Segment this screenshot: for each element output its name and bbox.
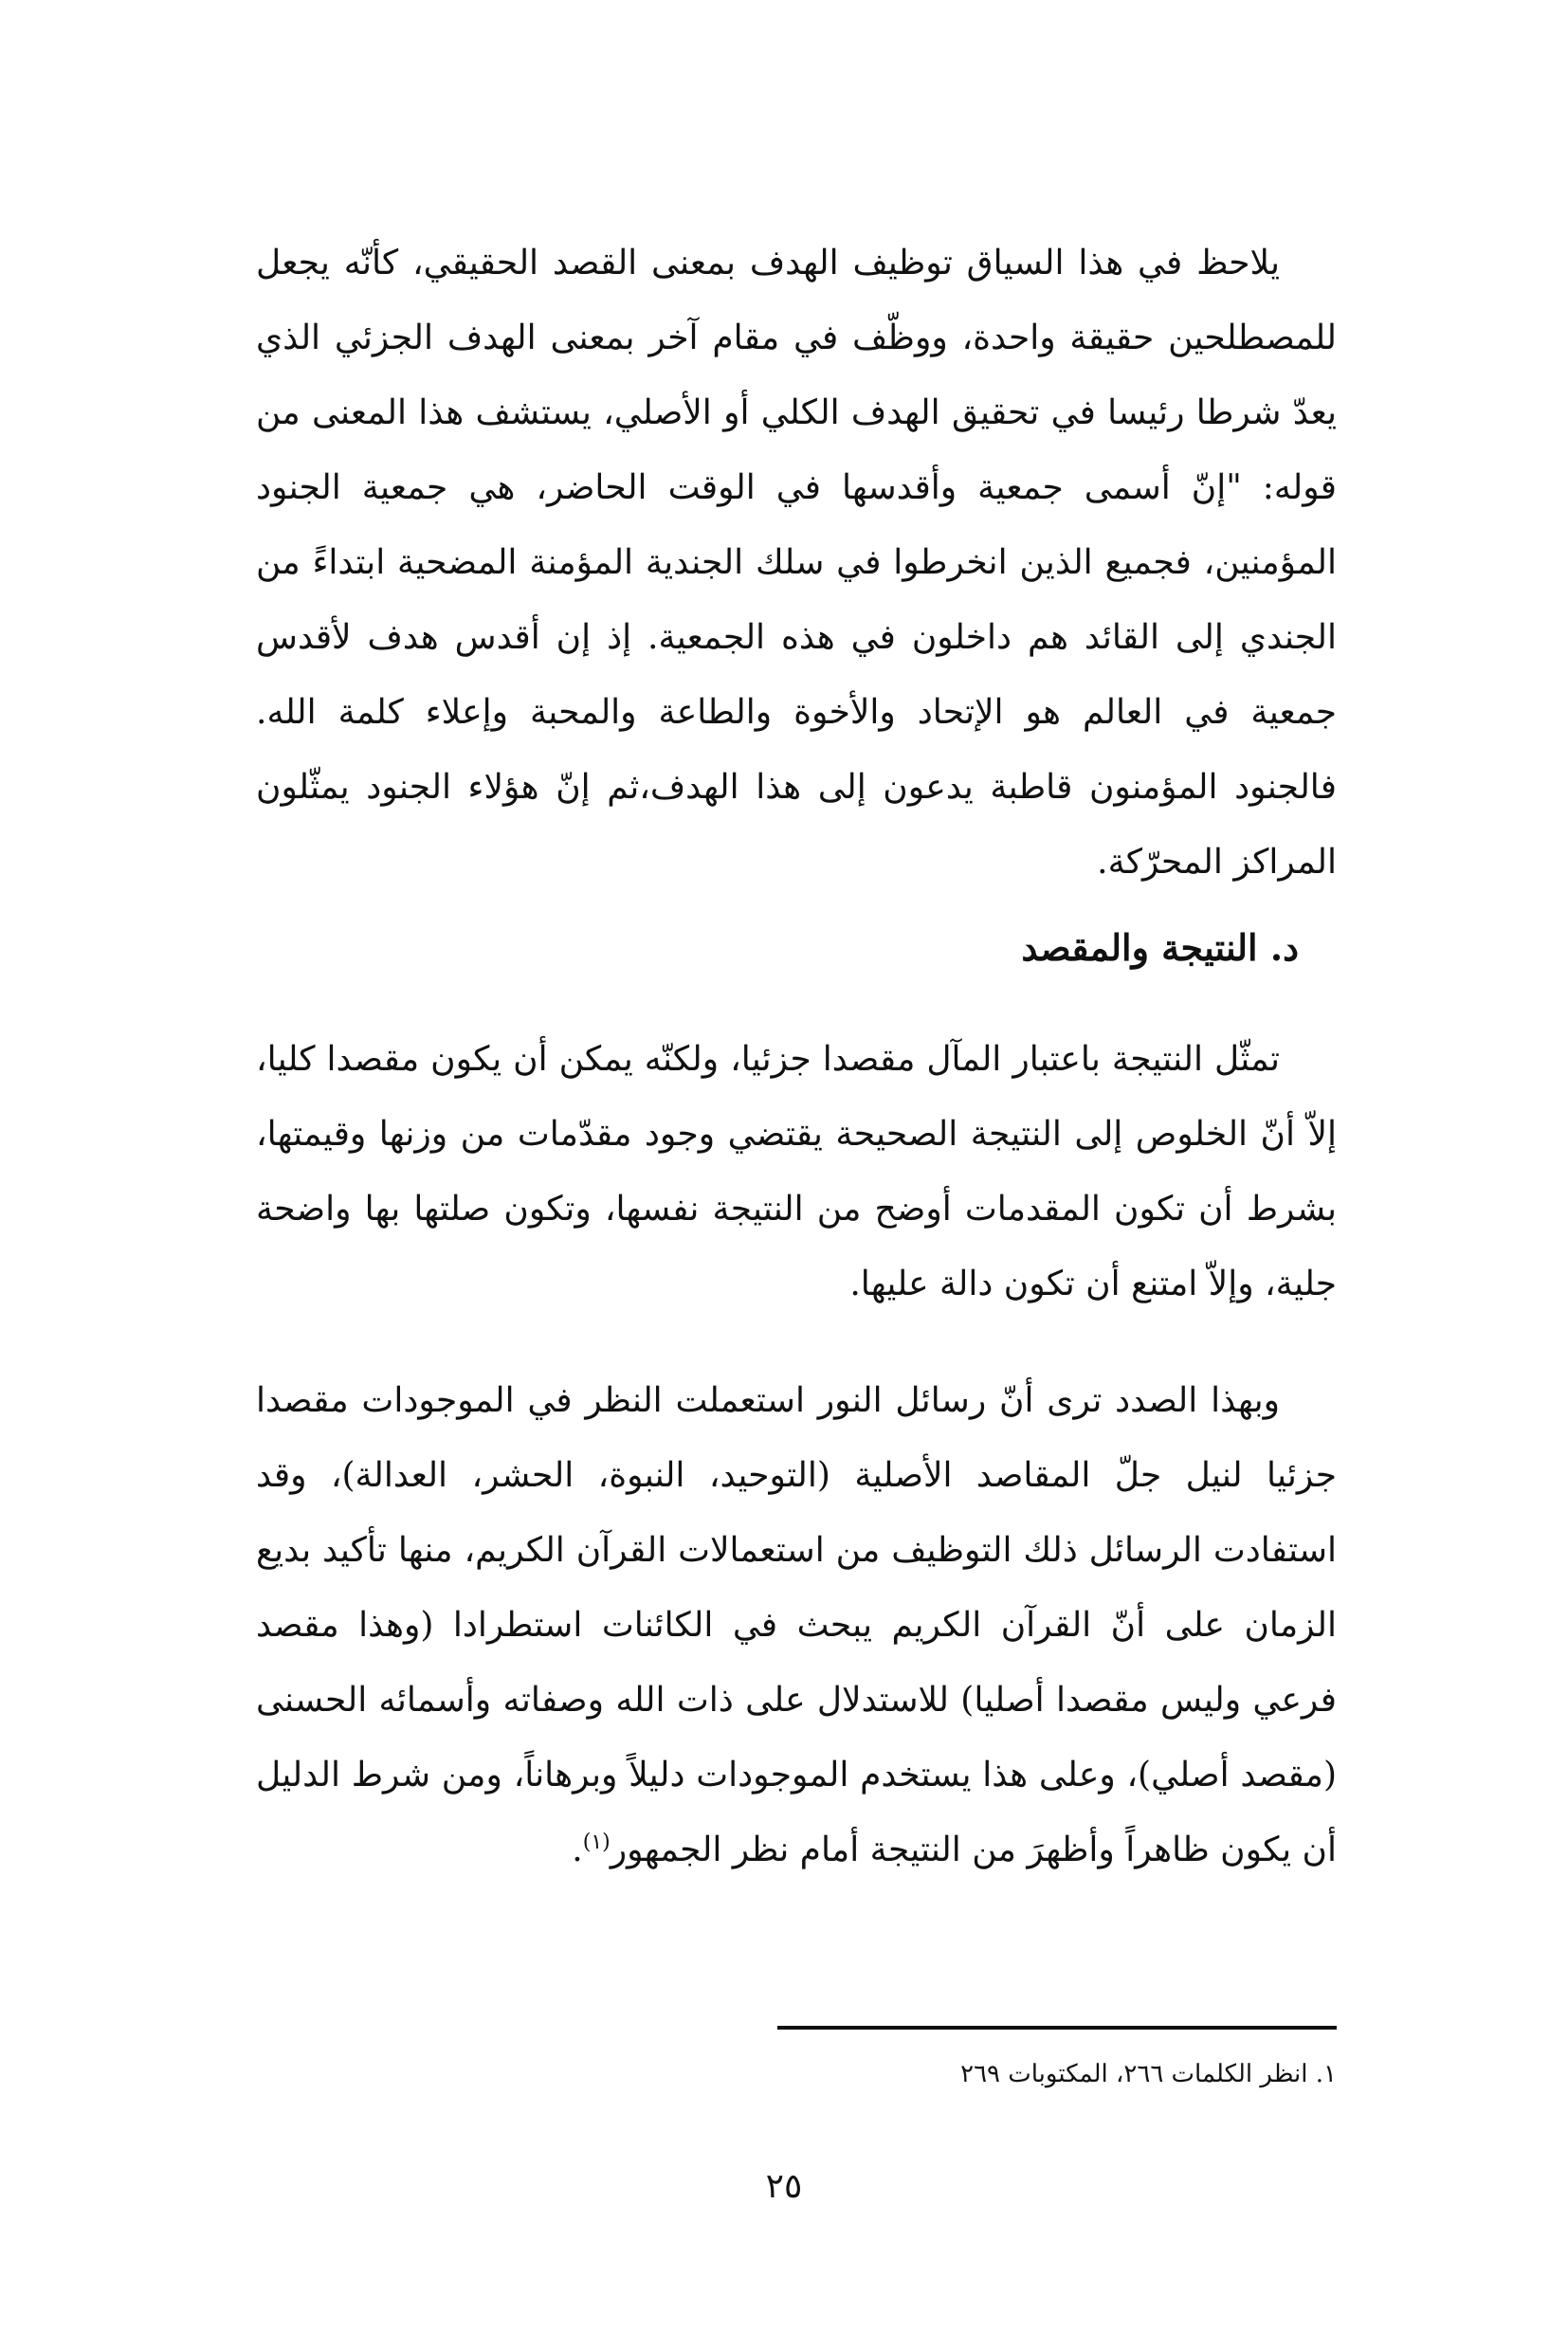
paragraph — [256, 1363, 1337, 1887]
section-heading: د. النتيجة والمقصد — [1021, 926, 1299, 969]
page-number: ٢٥ — [765, 2167, 803, 2206]
footnote-divider — [777, 2026, 1337, 2030]
footnote-reference[interactable]: (١) — [582, 1831, 611, 1854]
body-text — [256, 0, 1337, 1991]
paragraph-text: وبهذا الصدد ترى أنّ رسائل النور استعملت النظر في الموجودات مقصدا جزئيا لنيل جلّ المقاصد الأصلية (التوحيد، النبوة، الحشر، العدالة)، وقد استفادت الرسائل ذلك التوظيف من استعمالات القرآن الكريم، منها تأكيد بديع الزمان على أنّ القرآن الكريم يبحث في الكائنات استطرادا (وهذا مقصد فرعي وليس مقصدا أصليا) للاستدلال على ذات الله وصفاته وأسمائه الحسنى (مقصد أصلي)، وعلى هذا يستخدم الموجودات دليلاً وبرهاناً، ومن شرط الدليل أن يكون ظاهراً وأظهرَ من النتيجة أمام نظر الجمهور — [256, 1381, 1337, 1869]
paragraph: تمثّل النتيجة باعتبار المآل مقصدا جزئيا، ولكنّه يمكن أن يكون مقصدا كليا، إلاّ أنّ الخلوص إلى النتيجة الصحيحة يقتضي وجود مقدّمات من وزنها وقيمتها، بشرط أن تكون المقدمات أوضح من النتيجة نفسها، وتكون صلتها بها واضحة جلية، وإلاّ امتنع أن تكون دالة عليها. — [256, 1040, 1337, 1303]
paragraph: يلاحظ في هذا السياق توظيف الهدف بمعنى القصد الحقيقي، كأنّه يجعل للمصطلحين حقيقة واحدة، ووظّف في مقام آخر بمعنى الهدف الجزئي الذي يعدّ شرطا رئيسا في تحقيق الهدف الكلي أو الأصلي، يستشف هذا المعنى من قوله: "إنّ أسمى جمعية وأقدسها في الوقت الحاضر، هي جمعية الجنود المؤمنين، فجميع الذين انخرطوا في سلك الجندية المؤمنة المضحية ابتداءً من الجندي إلى القائد هم داخلون في هذه الجمعية. إذ إن أقدس هدف لأقدس جمعية في العالم هو الإتحاد والأخوة والطاعة والمحبة وإعلاء كلمة الله. فالجنود المؤمنون قاطبة يدعون إلى هذا الهدف،ثم إنّ هؤلاء الجنود يمثّلون المراكز المحرّكة. — [256, 244, 1337, 882]
footnote: ١. انظر الكلمات ٢٦٦، المكتوبات ٢٦٩ — [960, 2060, 1337, 2088]
paragraph-end-punctuation: . — [572, 1831, 583, 1869]
